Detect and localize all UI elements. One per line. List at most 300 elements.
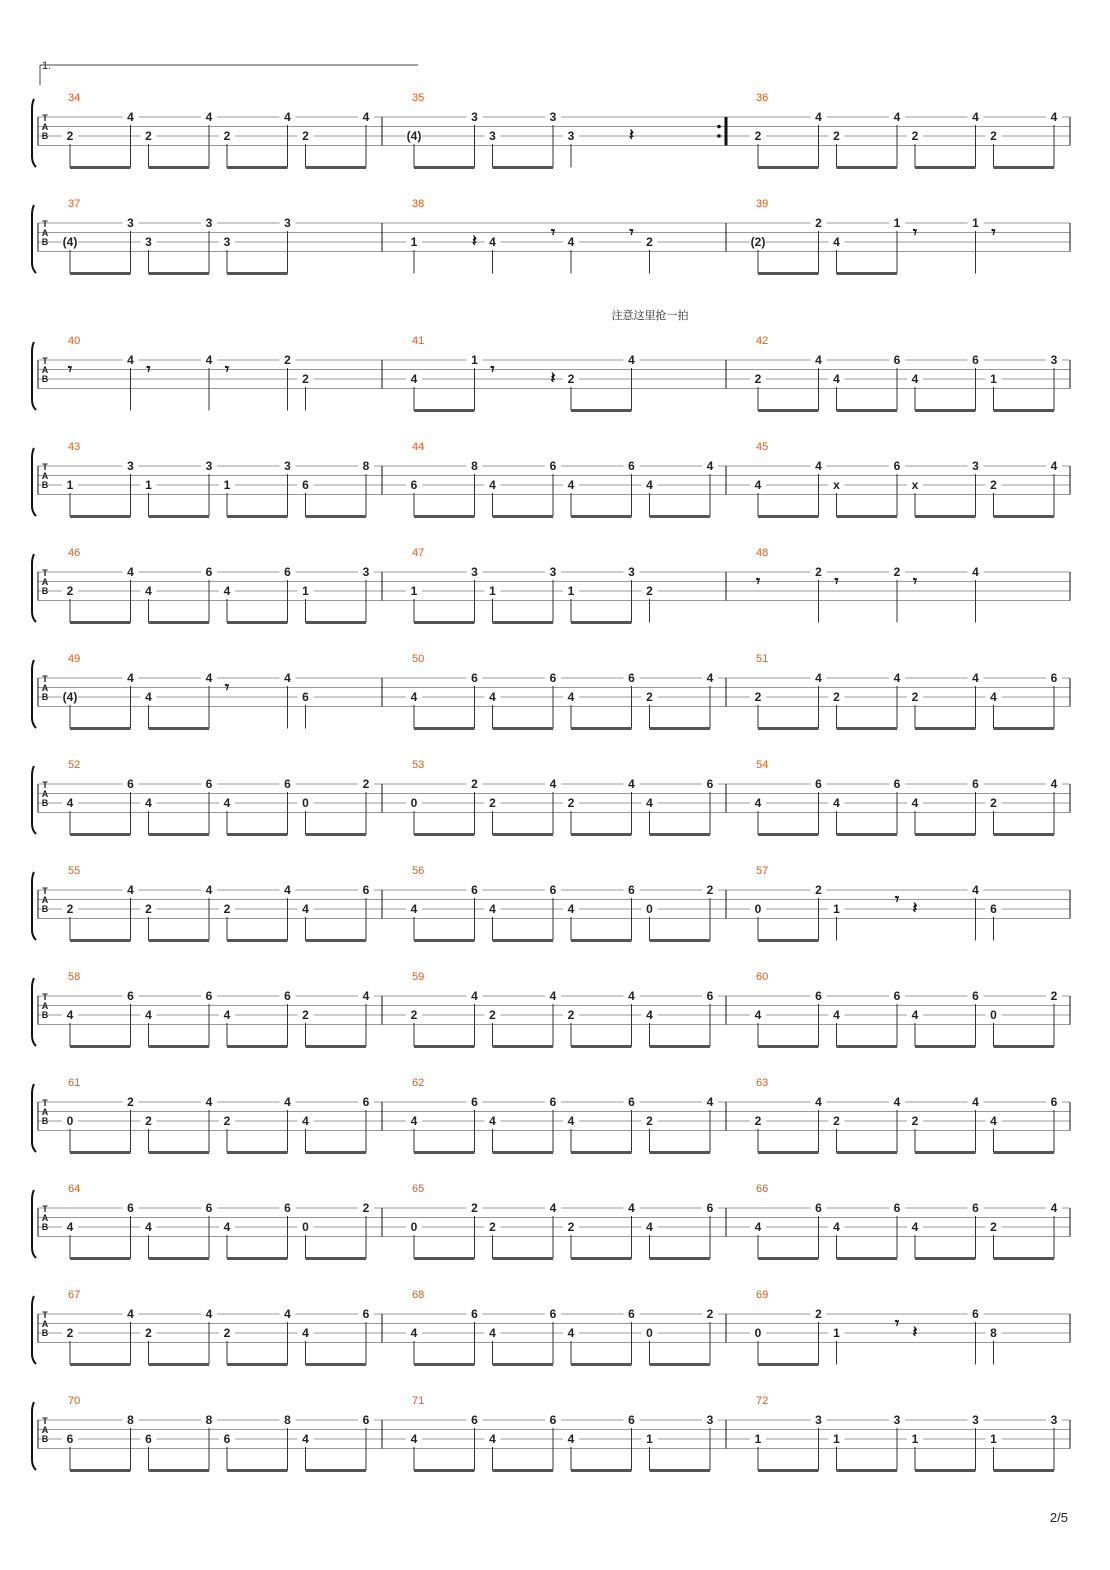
fret-number: 2 — [145, 902, 152, 916]
fret-number: 4 — [990, 690, 997, 704]
fret-number: 6 — [628, 1413, 635, 1427]
fret-number: 0 — [646, 1326, 653, 1340]
measure-number: 66 — [756, 1183, 769, 1195]
fret-number: 3 — [1050, 1413, 1058, 1427]
fret-number: 4 — [754, 796, 762, 810]
fret-number: 6 — [990, 902, 997, 916]
fret-number: 4 — [628, 777, 635, 791]
fret-number: 2 — [754, 372, 762, 386]
fret-number: 6 — [815, 777, 822, 791]
measure-number: 52 — [68, 759, 81, 771]
fret-number: 4 — [127, 110, 134, 124]
fret-number: 2 — [223, 129, 231, 143]
fret-number: 6 — [549, 883, 557, 897]
fret-number: 4 — [489, 478, 496, 492]
fret-number: 1 — [990, 1432, 997, 1446]
fret-number: 2 — [127, 1095, 134, 1109]
tab-clef-letter: T — [42, 356, 48, 366]
measure-number: 54 — [756, 759, 769, 771]
fret-number: 4 — [410, 690, 418, 704]
fret-number: 4 — [284, 1095, 291, 1109]
tab-clef-letter: A — [41, 1213, 49, 1223]
fret-number: 6 — [362, 1095, 370, 1109]
fret-number: 1 — [410, 584, 418, 598]
fret-number: 4 — [410, 1114, 418, 1128]
fret-number: 3 — [127, 459, 134, 473]
fret-number: 2 — [646, 584, 653, 598]
tab-system — [32, 1289, 1070, 1365]
fret-number: 4 — [66, 796, 74, 810]
fret-number: 1 — [302, 584, 309, 598]
tab-system — [32, 441, 1070, 517]
eighth-rest: 𝄾 — [834, 573, 839, 591]
fret-number: 4 — [972, 110, 979, 124]
fret-number: 6 — [628, 883, 635, 897]
measure-number: 34 — [68, 92, 81, 104]
fret-number: 6 — [471, 671, 478, 685]
fret-number: 4 — [815, 1095, 822, 1109]
fret-number: 1 — [410, 235, 418, 249]
measure-number: 51 — [756, 653, 769, 665]
fret-number: 4 — [489, 690, 496, 704]
measure-number: 56 — [412, 865, 425, 877]
tab-clef-letter: A — [41, 789, 49, 799]
fret-number: 1 — [567, 584, 575, 598]
fret-number: 4 — [302, 902, 309, 916]
fret-number: 3 — [471, 565, 478, 579]
measure-number: 38 — [412, 198, 425, 210]
fret-number: 2 — [911, 690, 919, 704]
fret-number: 4 — [145, 1220, 152, 1234]
fret-number: 3 — [567, 129, 575, 143]
fret-number: 4 — [972, 671, 979, 685]
fret-number: 4 — [410, 1432, 418, 1446]
fret-number: 4 — [145, 690, 152, 704]
fret-number: 6 — [706, 989, 714, 1003]
eighth-rest: 𝄾 — [550, 224, 556, 242]
tab-clef-letter: T — [42, 113, 48, 123]
tab-system — [32, 547, 1070, 623]
fret-number: 4 — [362, 110, 370, 124]
tab-clef-letter: T — [42, 1310, 48, 1320]
tab-clef-letter: B — [41, 798, 49, 808]
measure-number: 67 — [68, 1289, 81, 1301]
fret-number: 6 — [302, 478, 309, 492]
measure-number: 45 — [756, 441, 769, 453]
fret-number: 2 — [66, 584, 74, 598]
fret-number: 4 — [223, 1220, 231, 1234]
tab-system — [32, 92, 1070, 168]
tab-clef-letter: B — [41, 1116, 49, 1126]
quarter-rest: 𝄽 — [629, 127, 634, 144]
fret-number: 0 — [410, 796, 418, 810]
fret-number: 2 — [833, 129, 840, 143]
fret-number: 6 — [972, 989, 979, 1003]
fret-number: 1 — [471, 353, 478, 367]
eighth-rest: 𝄾 — [67, 361, 73, 379]
tab-system — [32, 335, 1070, 411]
fret-number: 4 — [833, 796, 840, 810]
tab-clef-letter: B — [41, 1328, 49, 1338]
eighth-rest: 𝄾 — [991, 224, 996, 242]
fret-number: 4 — [833, 1008, 840, 1022]
measure-number: 36 — [756, 92, 769, 104]
fret-number: 4 — [489, 235, 496, 249]
fret-number: 4 — [205, 671, 213, 685]
eighth-rest: 𝄾 — [490, 361, 495, 379]
fret-number: 8 — [362, 459, 370, 473]
fret-number: 4 — [646, 478, 653, 492]
fret-number: 3 — [1050, 353, 1058, 367]
fret-number: 3 — [205, 216, 213, 230]
fret-number: 6 — [205, 565, 213, 579]
fret-number: 4 — [754, 1008, 762, 1022]
fret-number: 4 — [410, 372, 418, 386]
fret-number: 2 — [567, 796, 575, 810]
tab-clef-letter: B — [41, 586, 49, 596]
fret-number: 2 — [754, 1114, 762, 1128]
tab-clef-letter: A — [41, 895, 49, 905]
tab-clef-letter: T — [42, 1098, 48, 1108]
measure-number: 43 — [68, 441, 81, 453]
fret-number: 4 — [911, 1008, 919, 1022]
fret-number: 4 — [706, 1095, 714, 1109]
fret-number: 2 — [815, 883, 822, 897]
fret-number: 0 — [754, 1326, 762, 1340]
volta-label: 1. — [42, 60, 52, 72]
fret-number: 4 — [145, 1008, 152, 1022]
fret-number: 4 — [833, 372, 840, 386]
fret-number: 4 — [972, 1095, 979, 1109]
fret-number: 2 — [223, 1326, 231, 1340]
fret-number: 2 — [302, 372, 309, 386]
system-bracket — [32, 448, 36, 516]
fret-number: 4 — [972, 565, 979, 579]
fret-number: 1 — [833, 1432, 840, 1446]
fret-number: 6 — [205, 989, 213, 1003]
tab-clef-letter: A — [41, 122, 49, 132]
fret-number: 4 — [205, 353, 213, 367]
measure-number: 53 — [412, 759, 425, 771]
measure-number: 42 — [756, 335, 769, 347]
quarter-rest: 𝄽 — [550, 370, 556, 387]
fret-number: 4 — [815, 671, 822, 685]
measure-number: 44 — [412, 441, 425, 453]
fret-number: 1 — [489, 584, 496, 598]
fret-number: 4 — [893, 110, 901, 124]
tab-clef-letter: T — [42, 992, 48, 1002]
eighth-rest: 𝄾 — [894, 891, 900, 909]
fret-number: 4 — [223, 1008, 231, 1022]
fret-number: 3 — [549, 110, 557, 124]
measure-number: 70 — [68, 1395, 81, 1407]
fret-number: 4 — [284, 110, 291, 124]
fret-number: 1 — [223, 478, 231, 492]
fret-number: 6 — [628, 1095, 635, 1109]
fret-number: 6 — [893, 989, 901, 1003]
fret-number: 4 — [489, 902, 496, 916]
fret-number: 3 — [145, 235, 152, 249]
fret-number: 4 — [127, 1307, 134, 1321]
fret-number: 4 — [911, 796, 919, 810]
system-bracket — [32, 1084, 36, 1152]
fret-number: 0 — [66, 1114, 74, 1128]
fret-number: 6 — [815, 989, 822, 1003]
fret-number: 6 — [628, 459, 635, 473]
annotation-text: 注意这里抢一拍 — [611, 310, 689, 322]
fret-number: 4 — [628, 989, 635, 1003]
fret-number: 2 — [471, 777, 478, 791]
fret-number: 4 — [302, 1326, 309, 1340]
eighth-rest: 𝄾 — [912, 573, 918, 591]
tab-clef-letter: B — [41, 904, 49, 914]
fret-number: 0 — [410, 1220, 418, 1234]
measure-number: 60 — [756, 971, 769, 983]
fret-number: 4 — [489, 1326, 496, 1340]
fret-number: 4 — [815, 459, 822, 473]
fret-number: 4 — [410, 902, 418, 916]
measure-number: 63 — [756, 1077, 769, 1089]
eighth-rest: 𝄾 — [224, 361, 230, 379]
repeat-dot — [717, 134, 721, 138]
fret-number: 4 — [362, 989, 370, 1003]
fret-number: 3 — [972, 459, 979, 473]
fret-number: 6 — [362, 1307, 370, 1321]
tab-clef-letter: B — [41, 131, 49, 141]
fret-number: 6 — [893, 353, 901, 367]
fret-number: 3 — [628, 565, 635, 579]
fret-number: 4 — [646, 796, 653, 810]
fret-number: 2 — [990, 129, 997, 143]
fret-number: 6 — [66, 1432, 74, 1446]
measure-number: 58 — [68, 971, 81, 983]
tab-system — [32, 653, 1070, 729]
fret-number: 4 — [489, 1114, 496, 1128]
fret-number: 4 — [567, 235, 575, 249]
fret-number: 2 — [990, 478, 997, 492]
fret-number: 4 — [567, 478, 575, 492]
fret-number: (4) — [62, 235, 78, 249]
fret-number: 6 — [284, 565, 291, 579]
fret-number: 6 — [127, 777, 134, 791]
tab-clef-letter: B — [41, 480, 49, 490]
fret-number: 2 — [567, 1220, 575, 1234]
tab-system — [32, 759, 1070, 835]
fret-number: 3 — [815, 1413, 822, 1427]
fret-number: 4 — [628, 1201, 635, 1215]
fret-number: 0 — [646, 902, 653, 916]
fret-number: 4 — [549, 989, 557, 1003]
fret-number: 6 — [1050, 1095, 1058, 1109]
fret-number: 4 — [145, 796, 152, 810]
fret-number: 2 — [567, 1008, 575, 1022]
fret-number: 2 — [362, 777, 370, 791]
fret-number: 6 — [410, 478, 418, 492]
fret-number: 4 — [471, 989, 478, 1003]
fret-number: 4 — [410, 1326, 418, 1340]
fret-number: 1 — [66, 478, 74, 492]
measure-number: 49 — [68, 653, 81, 665]
fret-number: 6 — [972, 777, 979, 791]
quarter-rest: 𝄽 — [472, 233, 477, 250]
fret-number: 6 — [549, 671, 557, 685]
tab-clef-letter: T — [42, 1416, 48, 1426]
fret-number: 2 — [284, 353, 291, 367]
fret-number: 2 — [567, 372, 575, 386]
fret-number: 4 — [127, 353, 134, 367]
fret-number: 6 — [628, 1307, 635, 1321]
fret-number: 4 — [489, 1432, 496, 1446]
fret-number: 3 — [893, 1413, 901, 1427]
fret-number: 2 — [145, 1114, 152, 1128]
fret-number: 6 — [893, 1201, 901, 1215]
fret-number: 1 — [911, 1432, 919, 1446]
system-bracket — [32, 660, 36, 728]
system-bracket — [32, 554, 36, 622]
tab-clef-letter: T — [42, 780, 48, 790]
measure-number: 69 — [756, 1289, 769, 1301]
fret-number: 6 — [284, 989, 291, 1003]
fret-number: 6 — [471, 1307, 478, 1321]
fret-number: 1 — [990, 372, 997, 386]
tab-clef-letter: B — [41, 692, 49, 702]
tab-clef-letter: T — [42, 1204, 48, 1214]
fret-number: 4 — [66, 1008, 74, 1022]
fret-number: 2 — [833, 690, 840, 704]
fret-number: 4 — [284, 1307, 291, 1321]
fret-number: 6 — [1050, 671, 1058, 685]
tab-clef-letter: T — [42, 568, 48, 578]
fret-number: 1 — [972, 216, 979, 230]
fret-number: 1 — [145, 478, 152, 492]
fret-number: 4 — [833, 1220, 840, 1234]
tab-system — [32, 198, 1070, 274]
fret-number: 4 — [223, 796, 231, 810]
fret-number: 2 — [362, 1201, 370, 1215]
quarter-rest: 𝄽 — [912, 900, 918, 917]
fret-number: 0 — [754, 902, 762, 916]
fret-number: 4 — [567, 690, 575, 704]
measure-number: 47 — [412, 547, 425, 559]
fret-number: 0 — [302, 796, 309, 810]
fret-number: 4 — [66, 1220, 74, 1234]
measure-number: 41 — [412, 335, 425, 347]
measure-number: 71 — [412, 1395, 425, 1407]
fret-number: 4 — [893, 671, 901, 685]
fret-number: 2 — [66, 1326, 74, 1340]
fret-number: 6 — [145, 1432, 152, 1446]
fret-number: 2 — [66, 902, 74, 916]
fret-number: 2 — [302, 129, 309, 143]
systems — [32, 65, 1070, 1471]
fret-number: 4 — [972, 883, 979, 897]
fret-number: 2 — [223, 1114, 231, 1128]
fret-number: 4 — [302, 1432, 309, 1446]
fret-number: 4 — [833, 235, 840, 249]
fret-number: 2 — [911, 1114, 919, 1128]
tab-system — [32, 1395, 1070, 1471]
repeat-dot — [717, 125, 721, 129]
fret-number: 2 — [646, 1114, 653, 1128]
fret-number: 6 — [972, 353, 979, 367]
tab-clef-letter: A — [41, 1001, 49, 1011]
fret-number: 2 — [646, 235, 653, 249]
fret-number: 6 — [471, 883, 478, 897]
fret-number: 4 — [549, 777, 557, 791]
fret-number: 4 — [990, 1114, 997, 1128]
measure-number: 65 — [412, 1183, 425, 1195]
fret-number: 0 — [990, 1008, 997, 1022]
fret-number: 6 — [127, 1201, 134, 1215]
system-bracket — [32, 1296, 36, 1364]
fret-number: 6 — [893, 459, 901, 473]
fret-number: 4 — [754, 478, 762, 492]
fret-number: 2 — [646, 690, 653, 704]
fret-number: 2 — [489, 796, 496, 810]
fret-number: 4 — [815, 110, 822, 124]
fret-number: 8 — [990, 1326, 997, 1340]
fret-number: 6 — [706, 777, 714, 791]
measure-number: 57 — [756, 865, 769, 877]
tab-clef-letter: A — [41, 1425, 49, 1435]
page-number: 2/5 — [1049, 1510, 1068, 1525]
measure-number: 72 — [756, 1395, 769, 1407]
fret-number: 6 — [549, 1307, 557, 1321]
fret-number: 8 — [127, 1413, 134, 1427]
tab-clef-letter: B — [41, 1434, 49, 1444]
fret-number: 2 — [911, 129, 919, 143]
eighth-rest: 𝄾 — [146, 361, 151, 379]
tab-clef-letter: B — [41, 1010, 49, 1020]
fret-number: 6 — [549, 1095, 557, 1109]
fret-number: 4 — [1050, 459, 1058, 473]
tab-clef-letter: T — [42, 674, 48, 684]
measure-number: 59 — [412, 971, 425, 983]
fret-number: 6 — [284, 777, 291, 791]
fret-number: 6 — [815, 1201, 822, 1215]
fret-number: 3 — [205, 459, 213, 473]
fret-number: 6 — [972, 1307, 979, 1321]
tab-system — [32, 1183, 1070, 1259]
fret-number: 6 — [893, 777, 901, 791]
fret-number: 3 — [471, 110, 478, 124]
fret-number: 4 — [567, 902, 575, 916]
fret-number: 3 — [127, 216, 134, 230]
system-bracket — [32, 342, 36, 410]
fret-number: 4 — [205, 1095, 213, 1109]
measure-number: 35 — [412, 92, 425, 104]
fret-number: (4) — [406, 129, 422, 143]
fret-number: 6 — [302, 690, 309, 704]
fret-number: 4 — [549, 1201, 557, 1215]
fret-number: 4 — [706, 459, 714, 473]
measure-number: 46 — [68, 547, 81, 559]
measure-number: 61 — [68, 1077, 81, 1089]
tab-clef-letter: T — [42, 219, 48, 229]
fret-number: 6 — [549, 459, 557, 473]
system-bracket — [32, 872, 36, 940]
fret-number: 2 — [489, 1008, 496, 1022]
fret-number: 2 — [223, 902, 231, 916]
quarter-rest: 𝄽 — [912, 1324, 918, 1341]
fret-number: 4 — [284, 883, 291, 897]
measure-number: 39 — [756, 198, 769, 210]
fret-number: 2 — [815, 565, 822, 579]
fret-number: 2 — [410, 1008, 418, 1022]
fret-number: 2 — [990, 796, 997, 810]
fret-number: 2 — [706, 1307, 714, 1321]
fret-number: 3 — [706, 1413, 714, 1427]
